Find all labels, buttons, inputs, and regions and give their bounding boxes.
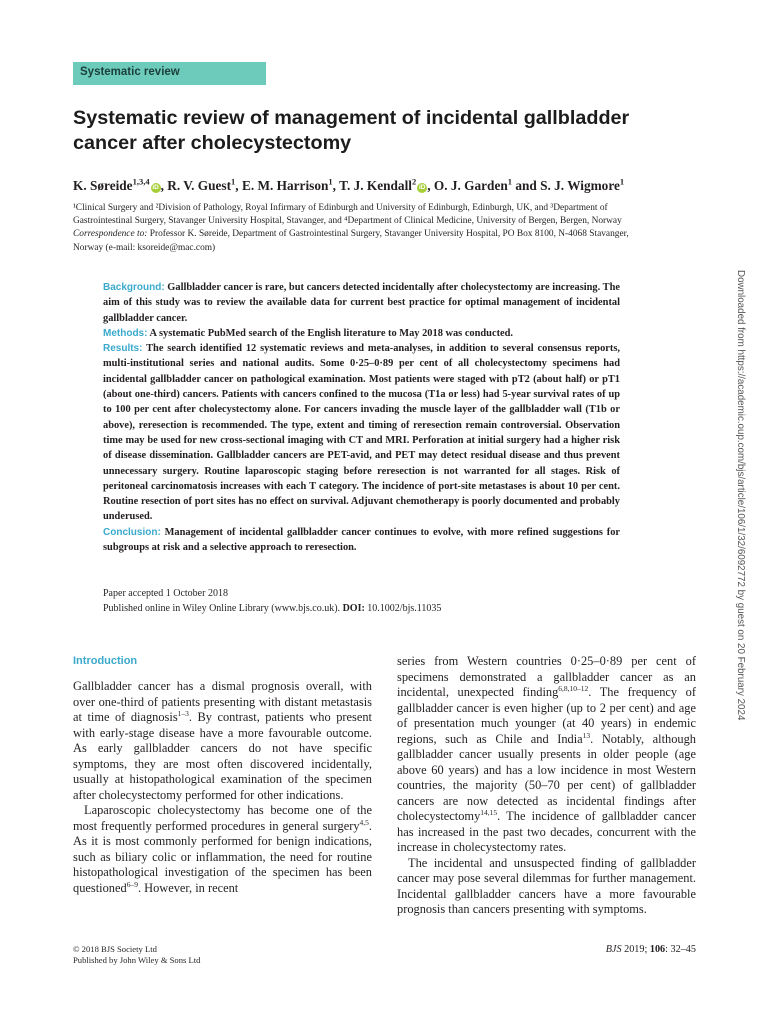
body-text: . Notably, although gallbladder cancer usually presents in older people (age above 60 years) and has a low incidence in most Western countries, the majority (50–70 per cent) of gallbladder cancers are now detected as incidental findings after cholecystectomy [397,731,696,823]
abstract-text-conclusion: Management of incidental gallbladder cancer continues to evolve, with more refined suggestions for subgroups at risk and a selective approach to reresection. [103,526,620,554]
author-name: T. J. Kendall [339,178,412,193]
body-text: . By contrast, patients who present with early-stage disease have a more favourable outcome. As early gallbladder cancers do not have specific symptoms, they are most often discovered incidentally, usually at histopathological examination of the specimen after cholecystectomy performed for other indications. [73,710,372,802]
abstract-methods [103,326,620,341]
article-type-label: Systematic review [80,66,180,78]
body-column-left [73,654,372,896]
abstract-background [103,280,620,326]
affiliation-line-2: Gastrointestinal Surgery, Stavanger University Hospital, Stavanger, and ⁴Department of Clinical Medicine, University of Bergen, Bergen, Norway [73,216,622,227]
article-title [73,106,683,156]
author-name: E. M. Harrison [241,178,329,193]
author-name: K. Søreide [73,178,133,193]
author-separator: and [512,178,541,193]
body-text: Laparoscopic cholecystectomy has become one of the most frequently performed procedures in general surgery [73,803,372,833]
author-affiliation-marker: 1 [231,176,236,187]
orcid-icon[interactable]: iD [418,184,426,191]
download-watermark [733,270,747,760]
citation-ref[interactable]: 13 [582,730,591,740]
author-name: O. J. Garden [433,178,508,193]
abstract-label-background: Background: [103,282,165,293]
author-separator: , [332,178,340,193]
orcid-icon[interactable]: iD [152,184,159,191]
citation-ref[interactable]: 6–9 [126,879,138,889]
citation-ref[interactable]: 14,15 [480,807,498,817]
body-text: Gallbladder cancer has a dismal prognosis overall, with over one-third of patients presenting with distant metastasis at time of diagnosis [73,679,372,724]
abstract-text-results: The search identified 12 systematic reviews and meta-analyses, in addition to several consensus reports, multi-institutional series and national audits. Some 0·25–0·89 per cent of all cholecystectomy specimens had incidental gallbladder cancer on pathological examination. Most patients were staged with pT2 (about half) or pT1 (about one-third) cancers. Patients with cancers confined to the mucosa (T1a or less) had 5-year survival rates of up to 100 per cent after cholecystectomy alone. For cancers invading the muscle layer of the gallbladder wall (T1b or above), reresection is recommended. The type, extent and timing of reresection remain controversial. Observation time may be used for new cross-sectional imaging with CT and MRI. Perforation at initial surgery had a higher risk of disease dissemination. Gallbladder cancers are PET-avid, and PET may detect residual disease and thus prevent unnecessary surgery. Routine laparoscopic staging before reresection is not warranted for all stages. Risk of peritoneal carcinomatosis increases with each T category. The incidence of port-site metastases is about 10 per cent. Routine resection of port sites has no effect on survival. Adjuvant chemotherapy is poorly documented and probably underused. [103,343,620,523]
affiliation-line-1: ¹Clinical Surgery and ²Division of Pathology, Royal Infirmary of Edinburgh and University of Edinburgh, Edinburgh, UK, and ³Department of [73,203,608,213]
author-affiliation-marker: 1 [328,176,333,187]
doi-link[interactable]: 10.1002/bjs.11035 [364,602,442,614]
journal-name: BJS [605,944,622,955]
download-watermark-text: Downloaded from https://academic.oup.com/bjs/article/106/1/32/6092772 by guest on 20 February 2024 [735,270,746,721]
copyright-line: © 2018 BJS Society Ltd [73,944,157,954]
abstract [103,280,620,555]
author-name: R. V. Guest [167,178,232,193]
author-separator: , [160,178,168,193]
published-text: Published online in Wiley Online Library (www.bjs.co.uk). [103,602,343,614]
author-affiliation-marker: 1 [619,176,625,187]
author-list [73,177,713,195]
article-title-line-1: Systematic review of management of incidental gallbladder [73,107,630,129]
citation-ref[interactable]: 6,8,10–12 [558,683,589,693]
body-text: The incidental and unsuspected finding of gallbladder cancer may pose several dilemmas for further management. Incidental gallbladder cancers have a more favourable prognosis than cancers presenting with symptoms. [397,855,696,916]
affiliations [73,202,693,255]
citation-year: 2019; [621,944,650,955]
correspondence-line-2: Norway (e-mail: ksoreide@mac.com) [73,242,216,253]
body-paragraph [397,654,696,856]
abstract-label-methods: Methods: [103,327,148,339]
body-text: . As it is most commonly performed for benign indications, such as biliary colic or inflammation, the need for routine histopathological investigation of the specimen has been questioned [73,818,372,895]
abstract-label-conclusion: Conclusion: [103,526,161,538]
footer-citation [500,944,696,955]
author-affiliation-marker: 2 [411,176,417,187]
author-name: S. J. Wigmore [540,178,620,193]
author-affiliation-marker: 1 [507,176,512,187]
article-type-banner [73,62,266,85]
published-online [103,602,623,617]
citation-ref[interactable]: 4,5 [359,817,369,827]
accepted-date: Paper accepted 1 October 2018 [103,588,228,599]
body-text: . The frequency of gallbladder cancer is even higher (up to 2 per cent) and age of presentation much younger (at 40 years) in endemic regions, such as Chile and India [397,685,696,746]
correspondence-text: Professor K. Søreide, Department of Gastrointestinal Surgery, Stavanger University Hospital, PO Box 8100, N-4068 Stavanger, [147,229,629,240]
author-affiliation-marker: 1,3,4 [132,176,150,187]
body-text: . The incidence of gallbladder cancer has increased in the past two decades, concurrent with the increase in cholecystectomy rates. [397,809,696,854]
abstract-text-methods: A systematic PubMed search of the English literature to May 2018 was conducted. [147,327,514,339]
author-separator: , [235,178,242,193]
author-separator: , [427,178,434,193]
abstract-conclusion [103,525,620,556]
body-text: series from Western countries 0·25–0·89 per cent of specimens demonstrated a gallbladder cancer as an incidental, unexpected finding [397,654,696,699]
abstract-text-background: Gallbladder cancer is rare, but cancers detected incidentally after cholecystectomy are increasing. The aim of this study was to review the available data for current best practice for optimal management of incidental gallbladder cancer. [103,282,620,324]
section-heading-introduction: Introduction [73,655,138,667]
correspondence-line-1 [73,228,693,241]
body-text: . However, in recent [137,880,239,895]
publisher-line: Published by John Wiley & Sons Ltd [73,954,201,965]
citation-ref[interactable]: 1–3 [177,708,189,718]
citation-pages: : 32–45 [665,944,696,955]
abstract-label-results: Results: [103,343,143,355]
citation-volume: 106 [649,944,666,955]
body-column-right [397,654,696,918]
footer-copyright [73,944,200,965]
body-paragraph [397,856,696,918]
body-paragraph [73,679,372,803]
abstract-results [103,341,620,525]
article-title-line-2: cancer after cholecystectomy [73,132,352,154]
publication-info [103,587,623,616]
body-paragraph [73,803,372,896]
correspondence-label: Correspondence to: [73,229,148,240]
doi-label: DOI: [342,602,365,614]
